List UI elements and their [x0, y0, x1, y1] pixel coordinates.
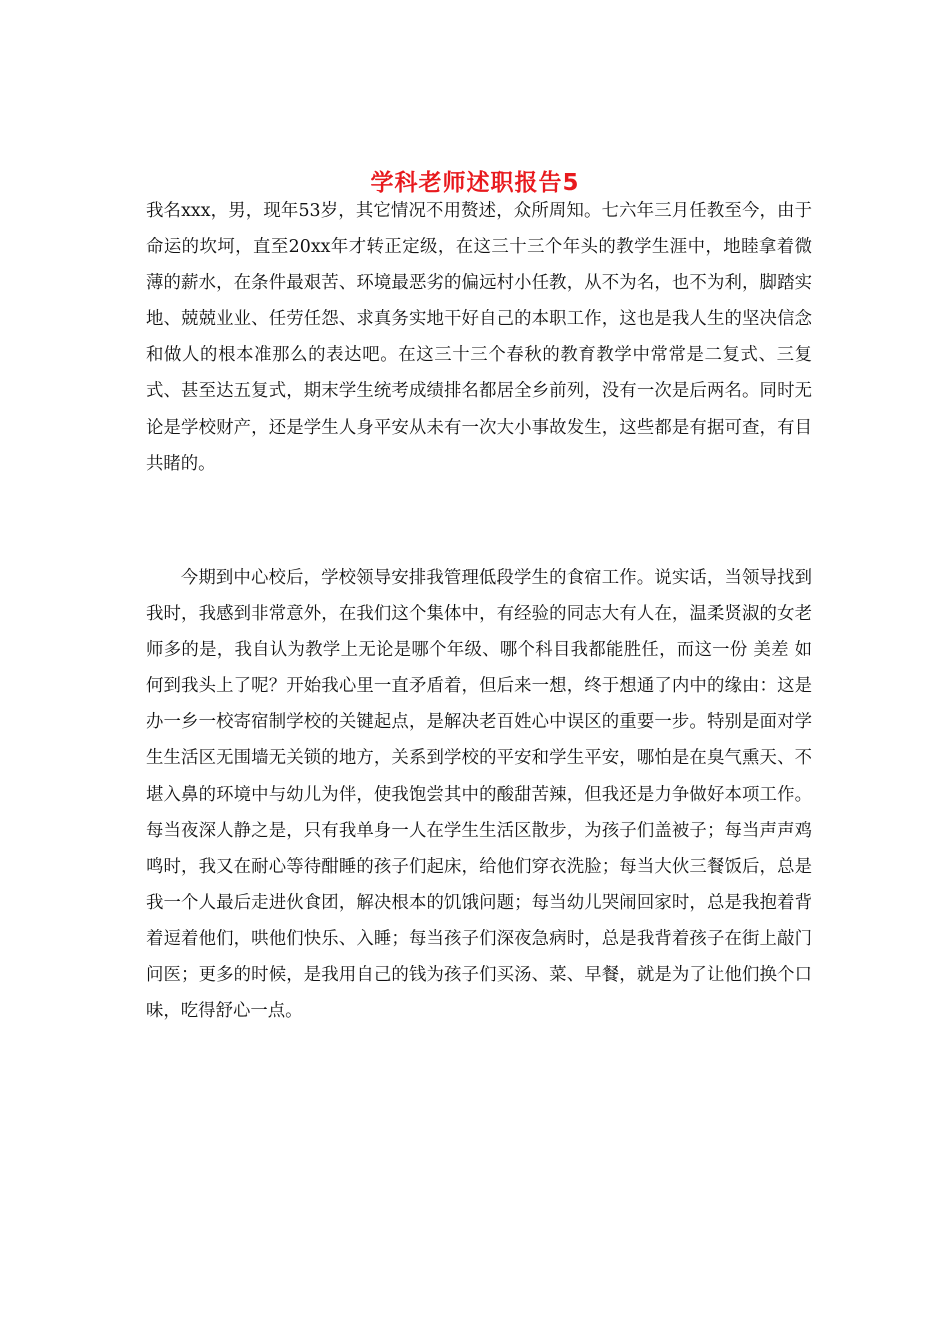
- document-title: 学科老师述职报告5: [370, 170, 580, 197]
- paragraph-1: 我名xxx，男，现年53岁，其它情况不用赘述，众所周知。七六年三月任教至今，由于命运的坎坷，直至20xx年才转正定级，在这三十三个年头的教学生涯中，地睦拿着微薄的薪水，在条件最艰苦、环境最恶劣的偏远村小任教，从不为名，也不为利，脚踏实地、兢兢业业、任劳任怨、求真务实地干好自己的本职工作，这也是我人生的坚决信念和做人的根本准那么的表达吧。在这三十三个春秋的教育教学中常常是二复式、三复式、甚至达五复式，期末学生统考成绩排名都居全乡前列，没有一次是后两名。同时无论是学校财产，还是学生人身平安从未有一次大小事故发生，这些都是有据可查，有目共睹的。: [146, 201, 812, 474]
- paragraph-2: 今期到中心校后，学校领导安排我管理低段学生的食宿工作。说实话，当领导找到我时，我感到非常意外，在我们这个集体中，有经验的同志大有人在，温柔贤淑的女老师多的是，我自认为教学上无论是哪个年级、哪个科目我都能胜任，而这一份 美差 如何到我头上了呢？开始我心里一直矛盾着，但后来一想，终于想通了内中的缘由：这是办一乡一校寄宿制学校的关键起点，是解决老百姓心中误区的重要一步。特别是面对学生生活区无围墙无关锁的地方，关系到学校的平安和学生平安，哪怕是在臭气熏天、不堪入鼻的环境中与幼儿为伴，使我饱尝其中的酸甜苦辣，但我还是力争做好本项工作。每当夜深人静之是，只有我单身一人在学生生活区散步，为孩子们盖被子；每当声声鸡鸣时，我又在耐心等待酣睡的孩子们起床，给他们穿衣洗脸；每当大伙三餐饭后，总是我一个人最后走进伙食团，解决根本的饥饿问题；每当幼儿哭闹回家时，总是我抱着背着逗着他们，哄他们快乐、入睡；每当孩子们深夜急病时，总是我背着孩子在街上敲门问医；更多的时候，是我用自己的钱为孩子们买汤、菜、早餐，就是为了让他们换个口味，吃得舒心一点。: [146, 568, 812, 1022]
